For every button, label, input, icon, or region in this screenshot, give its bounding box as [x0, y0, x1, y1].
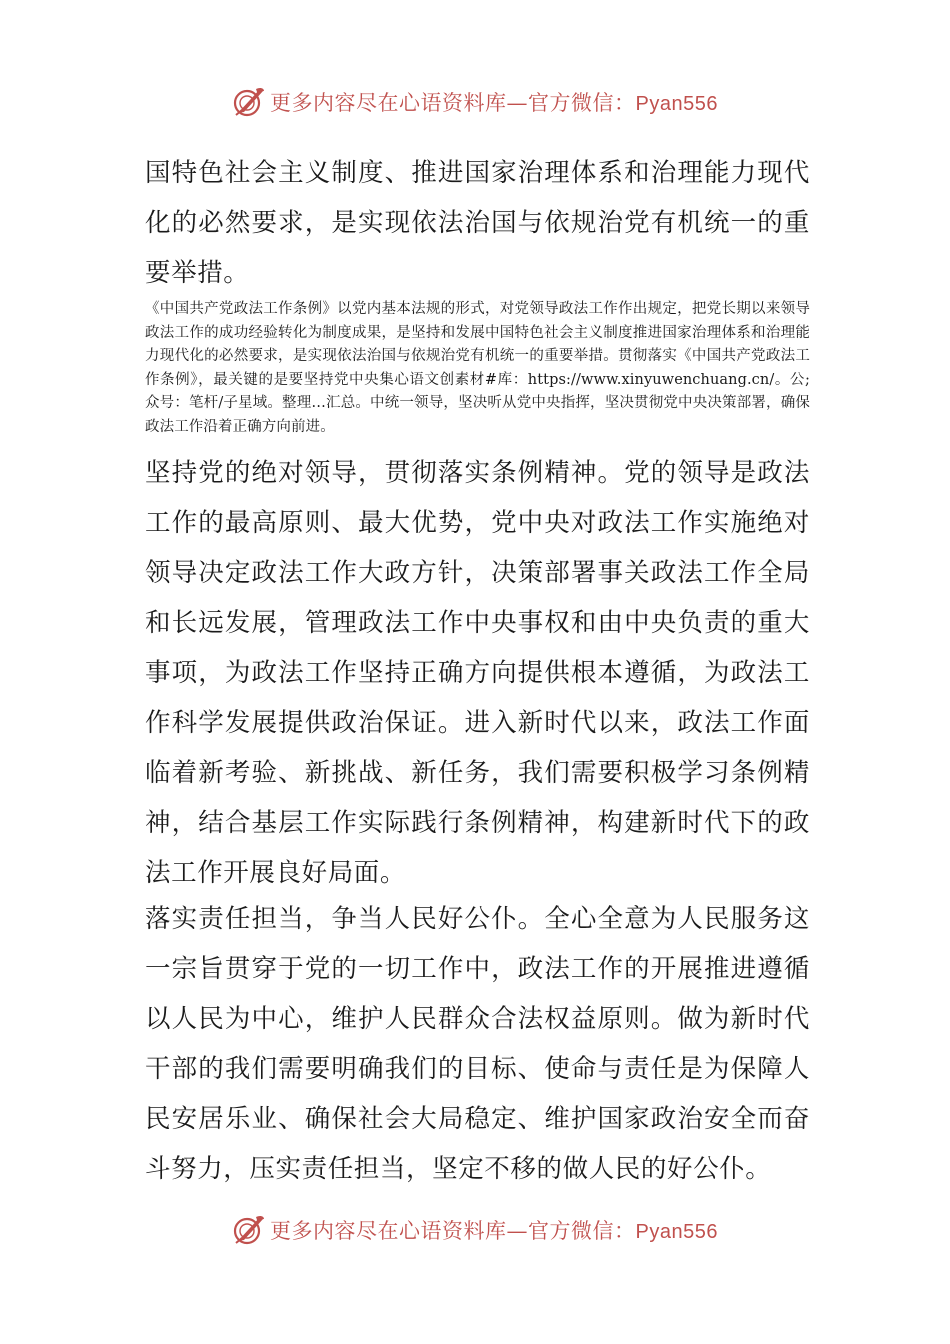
quill-logo-icon: [232, 85, 266, 119]
banner-label: 更多内容尽在心语资料库—官方微信：: [270, 1219, 636, 1243]
body-paragraph-1: [145, 148, 810, 298]
footer-banner: [0, 1210, 950, 1250]
paragraph-text: 落实责任担当，争当人民好公仆。全心全意为人民服务这一宗旨贯穿于党的一切工作中，政法工作的开展推进遵循以人民为中心，维护人民群众合法权益原则。做为新时代干部的我们需要明确我们的目标、使命与责任是为保障人民安居乐业、确保社会大局稳定、维护国家政治安全而奋斗努力，压实责任担当，坚定不移的做人民的好公仆。: [145, 904, 810, 1184]
header-banner: [0, 82, 950, 122]
banner-text: [270, 1215, 718, 1245]
note-text: 《中国共产党政法工作条例》以党内基本法规的形式，对党领导政法工作作出规定，把党长期以来领导政法工作的成功经验转化为制度成果，是坚持和发展中国特色社会主义制度推进国家治理体系和治理能力现代化的必然要求，是实现依法治国与依规治党有机统一的重要举措。贯彻落实《中国共产党政法工作条例》，最关键的是要坚持党中央集心语文创素材#库：https://www.xinyuwenchuang.cn/。公;众号：笔杆/子星域。整理…汇总。中统一领导，坚决听从党中央指挥，坚决贯彻党中央决策部署，确保政法工作沿着正确方向前进。: [145, 301, 810, 435]
paragraph-text: 国特色社会主义制度、推进国家治理体系和治理能力现代化的必然要求，是实现依法治国与依规治党有机统一的重要举措。: [145, 158, 810, 288]
banner-text: [270, 87, 718, 117]
wechat-id: Pyan556: [635, 1221, 718, 1243]
wechat-id: Pyan556: [635, 93, 718, 115]
body-paragraph-3: [145, 894, 810, 1194]
quill-logo-icon: [232, 1213, 266, 1247]
banner-label: 更多内容尽在心语资料库—官方微信：: [270, 91, 636, 115]
body-paragraph-2: [145, 448, 810, 898]
paragraph-text: 坚持党的绝对领导，贯彻落实条例精神。党的领导是政法工作的最高原则、最大优势，党中央对政法工作实施绝对领导决定政法工作大政方针，决策部署事关政法工作全局和长远发展，管理政法工作中央事权和由中央负责的重大事项，为政法工作坚持正确方向提供根本遵循，为政法工作科学发展提供政治保证。进入新时代以来，政法工作面临着新考验、新挑战、新任务，我们需要积极学习条例精神，结合基层工作实际践行条例精神，构建新时代下的政法工作开展良好局面。: [145, 458, 810, 888]
condensed-note: [145, 292, 810, 443]
